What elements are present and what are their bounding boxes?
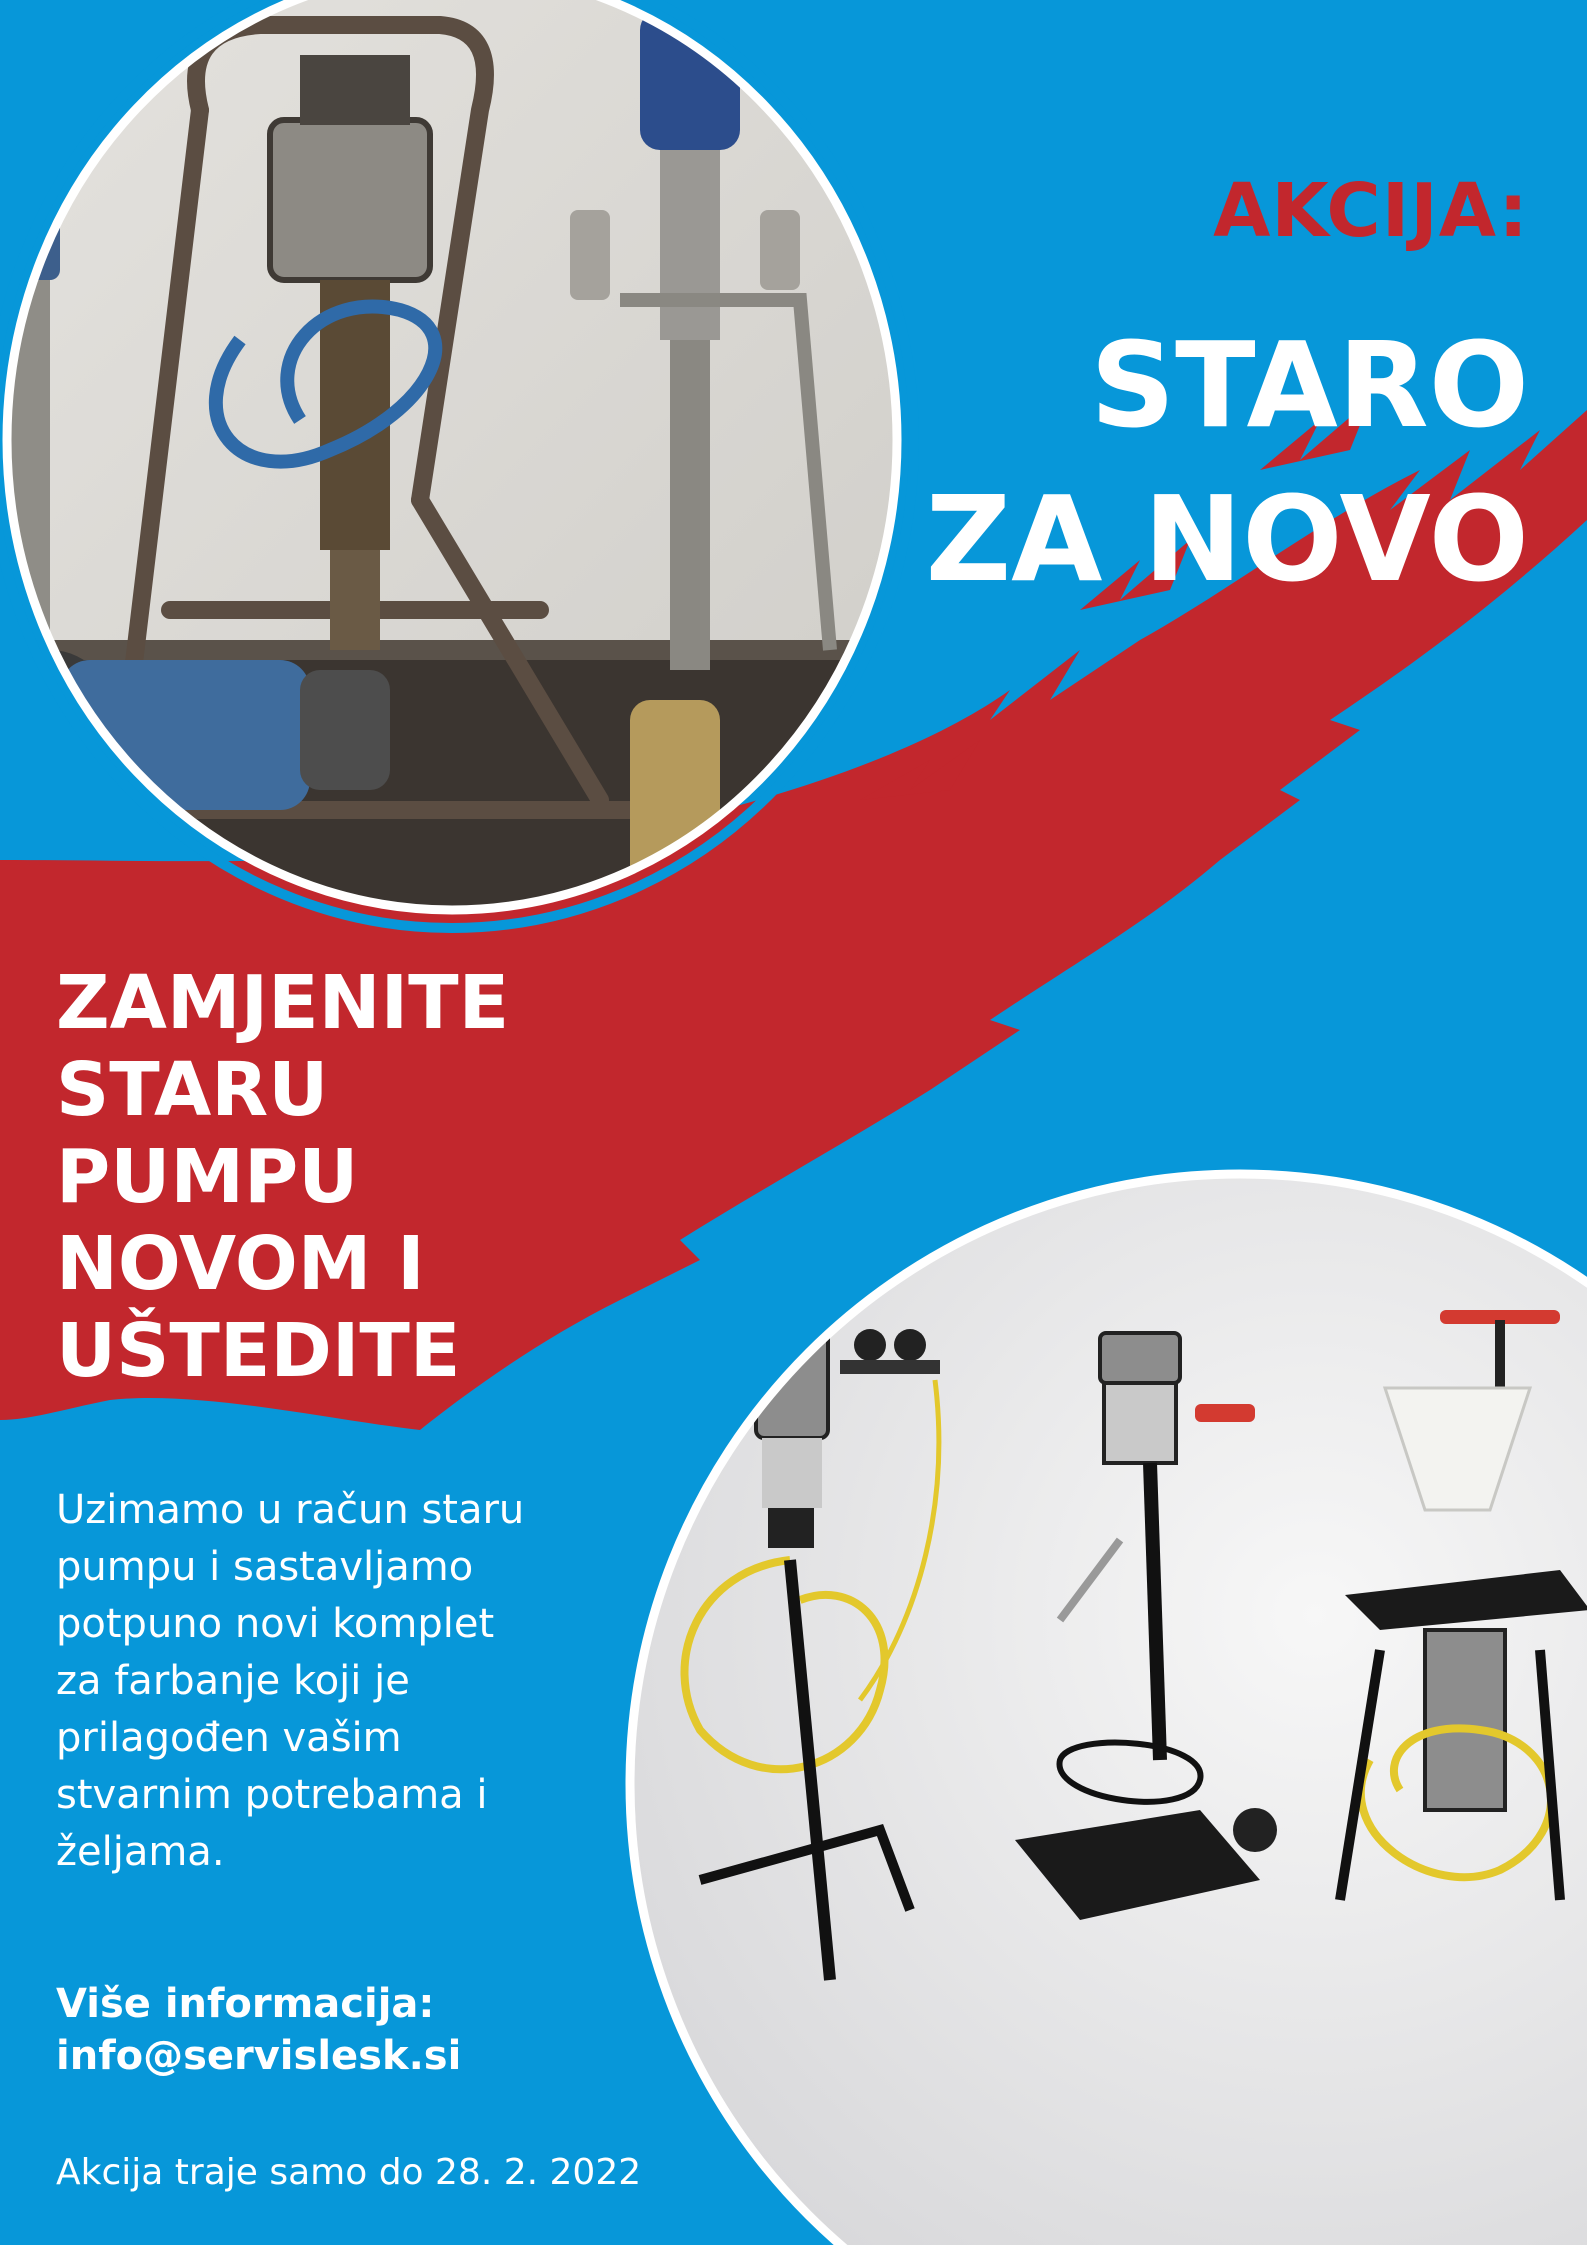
body-line: pumpu i sastavljamo bbox=[56, 1544, 474, 1590]
headline-line: STARO bbox=[1090, 316, 1529, 454]
promo-headline bbox=[926, 308, 1529, 616]
contact-info bbox=[56, 1978, 461, 2082]
body-line: za farbanje koji je bbox=[56, 1658, 410, 1704]
body-line: potpuno novi komplet bbox=[56, 1601, 495, 1647]
subheadline-line: UŠTEDITE bbox=[56, 1308, 461, 1394]
body-line: stvarnim potrebama i bbox=[56, 1772, 488, 1818]
subheadline-line: STARU bbox=[56, 1047, 329, 1133]
promo-label: AKCIJA: bbox=[1213, 168, 1529, 254]
body-line: Uzimamo u račun staru bbox=[56, 1487, 525, 1533]
contact-label: Više informacija: bbox=[56, 1981, 435, 2027]
new-pumps-photo bbox=[600, 1160, 1587, 2245]
subheadline-line: ZAMJENITE bbox=[56, 960, 510, 1046]
subheadline-line: PUMPU bbox=[56, 1134, 359, 1220]
promo-deadline: Akcija traje samo do 28. 2. 2022 bbox=[56, 2152, 642, 2193]
body-line: prilagođen vašim bbox=[56, 1715, 402, 1761]
subheadline bbox=[56, 960, 576, 1395]
headline-line: ZA NOVO bbox=[925, 470, 1529, 608]
contact-email[interactable]: info@servislesk.si bbox=[56, 2033, 462, 2079]
body-line: željama. bbox=[56, 1829, 225, 1875]
subheadline-line: NOVOM I bbox=[56, 1221, 425, 1307]
old-pump-photo bbox=[0, 0, 900, 920]
body-paragraph bbox=[56, 1482, 596, 1881]
